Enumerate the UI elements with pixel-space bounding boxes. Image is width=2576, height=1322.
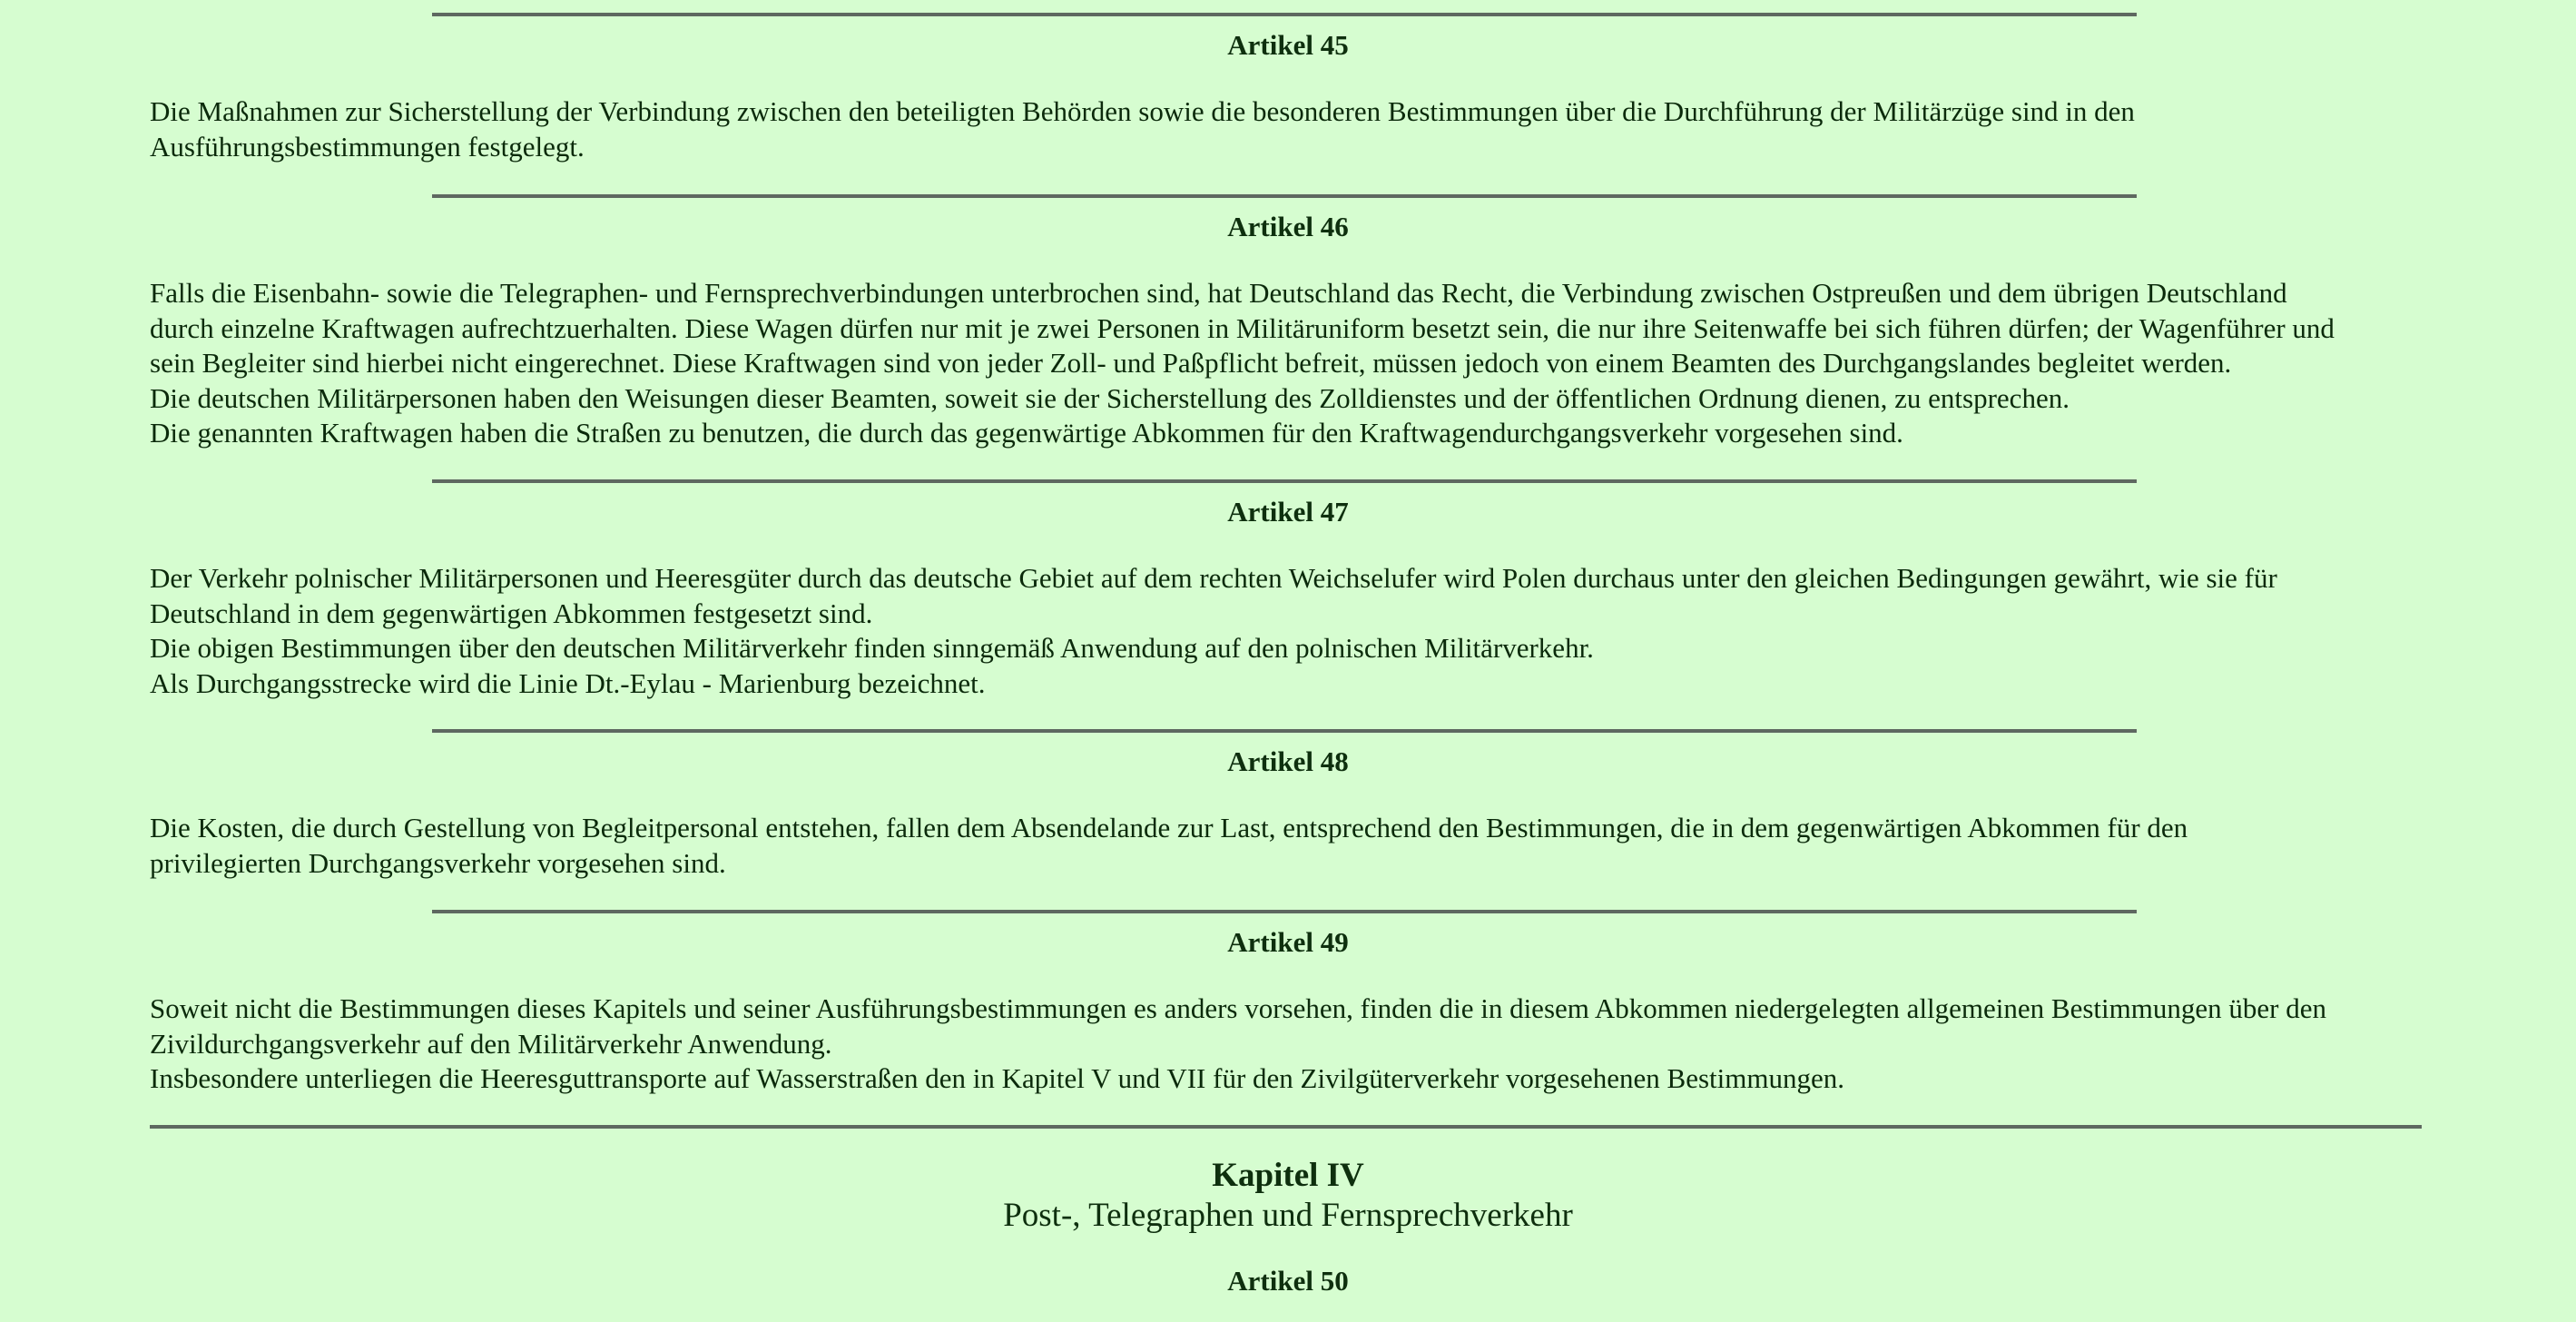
text-line: Der Verkehr polnischer Militärpersonen und Heeresgüter durch das deutsche Gebiet auf dem rechten Weichselufer wird Polen durchaus unter den gleichen Bedingungen gewährt, wie sie für [150, 562, 2277, 594]
article-divider [432, 729, 2137, 733]
article-heading: Artikel 48 [1227, 745, 1349, 777]
text-line: Ausführungsbestimmungen festgelegt. [150, 130, 585, 163]
article-heading: Artikel 49 [1227, 926, 1349, 958]
article-divider [432, 194, 2137, 198]
article-divider [432, 910, 2137, 913]
text-line: sein Begleiter sind hierbei nicht eingerechnet. Diese Kraftwagen sind von jeder Zoll- und Paßpflicht befreit, müssen jedoch von einem Beamten des Durchgangslandes begleitet werden. [150, 347, 2232, 379]
article-text [150, 276, 2437, 451]
article-divider [432, 13, 2137, 16]
text-line: Die obigen Bestimmungen über den deutschen Militärverkehr finden sinngemäß Anwendung auf den polnischen Militärverkehr. [150, 632, 1594, 664]
chapter-subtitle: Post-, Telegraphen und Fernsprechverkehr [1003, 1197, 1573, 1234]
text-line: Zivildurchgangsverkehr auf den Militärverkehr Anwendung. [150, 1027, 832, 1060]
article-heading: Artikel 46 [1227, 211, 1349, 242]
article-text [150, 992, 2437, 1097]
text-line: privilegierten Durchgangsverkehr vorgesehen sind. [150, 846, 726, 879]
article-text [150, 94, 2437, 164]
text-line: Die Maßnahmen zur Sicherstellung der Verbindung zwischen den beteiligten Behörden sowie die besonderen Bestimmungen über die Durchführung der Militärzüge sind in den [150, 95, 2135, 127]
text-line: Deutschland in dem gegenwärtigen Abkommen festgesetzt sind. [150, 597, 873, 629]
chapter-divider [150, 1125, 2422, 1129]
text-line: Die deutschen Militärpersonen haben den Weisungen dieser Beamten, soweit sie der Sicherstellung des Zolldienstes und der öffentlichen Ordnung dienen, zu entsprechen. [150, 381, 2070, 414]
text-line: Insbesondere unterliegen die Heeresguttransporte auf Wasserstraßen den in Kapitel V und VII für den Zivilgüterverkehr vorgesehenen Bestimmungen. [150, 1062, 1844, 1094]
article-heading: Artikel 47 [1227, 496, 1349, 528]
text-line: Falls die Eisenbahn- sowie die Telegraphen- und Fernsprechverbindungen unterbrochen sind, hat Deutschland das Recht, die Verbindung zwischen Ostpreußen und dem übrigen Deutschland [150, 277, 2287, 309]
text-line: Die Kosten, die durch Gestellung von Begleitpersonal entstehen, fallen dem Absendelande zur Last, entsprechend den Bestimmungen, die in dem gegenwärtigen Abkommen für den [150, 812, 2188, 844]
chapter-title: Kapitel IV [1212, 1157, 1364, 1194]
text-line: Als Durchgangsstrecke wird die Linie Dt.-Eylau - Marienburg bezeichnet. [150, 666, 986, 699]
article-heading: Artikel 45 [1227, 29, 1349, 61]
text-line: Die genannten Kraftwagen haben die Straßen zu benutzen, die durch das gegenwärtige Abkommen für den Kraftwagendurchgangsverkehr vorgesehen sind. [150, 417, 1903, 449]
article-text [150, 561, 2437, 701]
text-line: durch einzelne Kraftwagen aufrechtzuerhalten. Diese Wagen dürfen nur mit je zwei Personen in Militäruniform besetzt sein, die nur ihre Seitenwaffe bei sich führen dürfen; der Wagenführer und [150, 311, 2335, 344]
article-divider [432, 479, 2137, 483]
article-text [150, 811, 2437, 881]
text-line: Soweit nicht die Bestimmungen dieses Kapitels und seiner Ausführungsbestimmungen es anders vorsehen, finden die in diesem Abkommen niedergelegten allgemeinen Bestimmungen über den [150, 992, 2326, 1024]
article-heading: Artikel 50 [1227, 1265, 1349, 1297]
